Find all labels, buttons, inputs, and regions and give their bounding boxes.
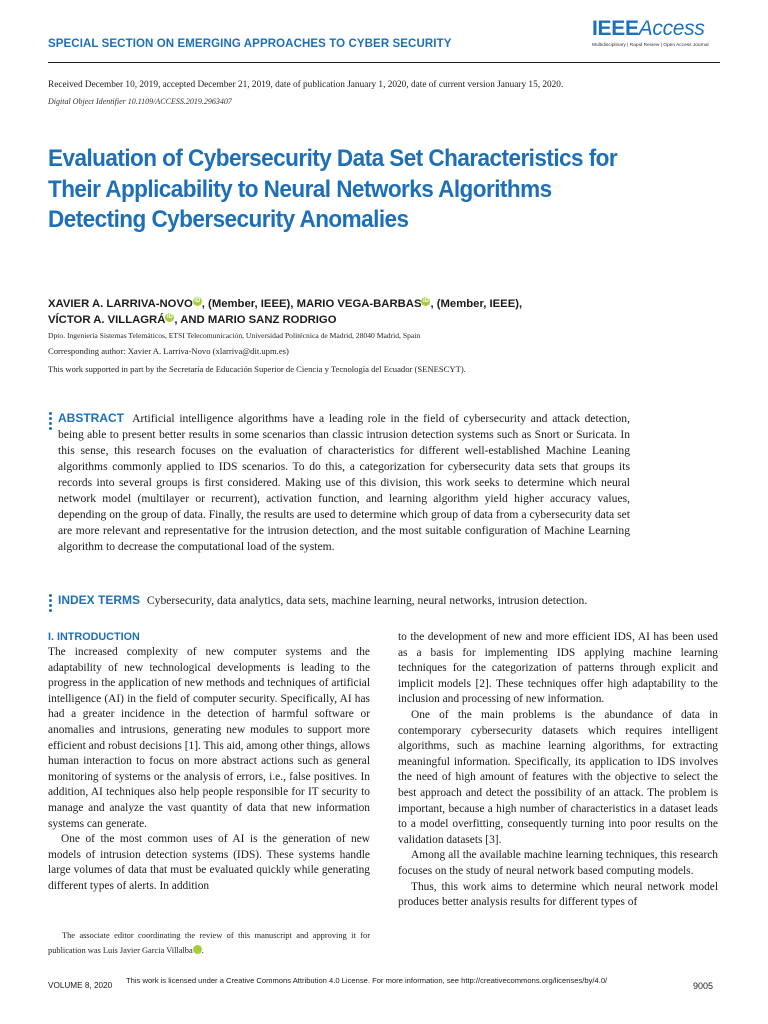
header-rule <box>48 62 720 63</box>
orcid-icon[interactable]: iD <box>422 298 429 305</box>
author-3: VÍCTOR A. VILLAGRÁ <box>48 314 166 326</box>
paper-title: Evaluation of Cybersecurity Data Set Characteristics for Their Applicability to Neural Networks Algorithms Detecting Cybersecurity Anomalies <box>48 145 618 233</box>
paragraph: Among all the available machine learning techniques, this research focuses on the study of neural network based computing models. <box>398 849 718 877</box>
volume-label: VOLUME 8, 2020 <box>48 981 113 990</box>
orcid-icon[interactable]: iD <box>166 314 173 321</box>
author-1-membership: , (Member, IEEE), <box>201 298 297 310</box>
paragraph: One of the most common uses of AI is the generation of new models of intrusion detection systems (IDS). These systems handle large volumes of data that must be evaluated quickly while generating different types of alerts. In addition <box>48 833 370 892</box>
brand-tagline: Multidisciplinary | Rapid Review | Open Access Journal <box>592 43 709 48</box>
license-note: This work is licensed under a Creative Commons Attribution 4.0 License. For more information, see http://creativecommons.org/licenses/by/4.0/ <box>126 976 608 985</box>
funding-note: This work supported in part by the Secretaría de Educación Superior de Ciencia y Tecnología del Ecuador (SENESCYT). <box>48 364 466 374</box>
paragraph: The increased complexity of new computer systems and the adaptability of new technological developments is leading to the progress in the application of new methods and techniques of artificial intelligence (AI) in the field of computer security. Specifically, AI has had a greater incidence in the detection of harmful software or anomalies and intrusions, generating new modules to support more efficient and robust decisions [1]. This aid, among other things, allows human interaction to focus on more abstract actions such as general monitoring of systems or the analysis of errors, i.e., false positives. In addition, AI techniques also help people responsible for IT security to manage and analyze the vast quantity of data that new information systems can generate. <box>48 646 370 830</box>
doi: Digital Object Identifier 10.1109/ACCESS.2019.2963407 <box>48 97 232 106</box>
corresponding-author: Corresponding author: Xavier A. Larriva-Novo (xlarriva@dit.upm.es) <box>48 346 289 356</box>
section-heading: I. INTRODUCTION <box>48 631 140 643</box>
journal-brand <box>592 18 722 48</box>
orcid-icon[interactable]: iD <box>194 298 201 305</box>
section-header: SPECIAL SECTION ON EMERGING APPROACHES TO CYBER SECURITY <box>48 38 452 50</box>
paragraph: to the development of new and more efficient IDS, AI has been used as a basis for implementing IDS applying machine learning techniques for the categorization of patterns through explicit and implicit models [2]. These techniques offer high adaptability to the inclusion and processing of new information. <box>398 631 718 706</box>
brand-italic: Access <box>638 17 705 40</box>
index-terms-text: Cybersecurity, data analytics, data sets, machine learning, neural networks, intrusion detection. <box>146 594 588 607</box>
abstract-marker-icon <box>49 412 53 432</box>
received-dates: Received December 10, 2019, accepted December 21, 2019, date of publication January 1, 2020, date of current version January 15, 2020. <box>48 80 564 90</box>
abstract-label: ABSTRACT <box>58 411 124 425</box>
page-number: 9005 <box>693 981 714 991</box>
author-1: XAVIER A. LARRIVA-NOVO <box>48 298 193 310</box>
column-right <box>398 630 718 911</box>
author-4: , AND MARIO SANZ RODRIGO <box>174 314 337 326</box>
paragraph: One of the main problems is the abundance of data in contemporary cybersecurity datasets which requires intelligent algorithms, such as machine learning algorithms, for extracting meaningful information. Specifically, its application to IDS involves the need of high amount of features with the objective to select the best approach and detect the possibility of an attack. The problem is important, because a high number of characteristics in a dataset leads to a model overfitting, consequently turning into poor results on the validation datasets [3]. <box>398 708 718 846</box>
abstract <box>58 410 630 555</box>
author-2-membership: , (Member, IEEE), <box>430 298 523 310</box>
paragraph: Thus, this work aims to determine which neural network model produces better analysis results for different types of <box>398 880 718 909</box>
editor-footnote: The associate editor coordinating the review of this manuscript and approving it for publication was Luis Javier Garcia Villalba iD. <box>48 931 370 956</box>
ieee-access-logo <box>592 18 722 40</box>
footnote-text: The associate editor coordinating the review of this manuscript and approving it for publication was Luis Javier Garcia Villalba <box>48 931 370 956</box>
orcid-icon[interactable]: iD <box>193 945 202 954</box>
affiliation: Dpto. Ingeniería Sistemas Telemáticos, ETSI Telecomunicación, Universidad Politécnica de Madrid, 28040 Madrid, Spain <box>48 331 421 340</box>
abstract-text: Artificial intelligence algorithms have a leading role in the field of cybersecurity and attack detection, being able to present better results in some scenarios than classic intrusion detection systems such as Snort or Suricata. In this sense, this research focuses on the evaluation of characteristics for different well-established Machine Leaning algorithms commonly applied to IDS scenarios. To do this, a categorization for cybersecurity data sets that groups its records into several groups is first considered. Making use of this division, this work seeks to determine which neural network model (multilayer or recurrent), activation function, and learning algorithm yield higher accuracy values, depending on the group of data. Finally, the results are used to determine which group of data from a cybersecurity data set are more relevant and representative for the intrusion detection, and the most suitable configuration of Machine Learning algorithm to decrease the computational load of the system. <box>58 412 630 553</box>
column-left <box>48 630 370 895</box>
index-terms-label: INDEX TERMS <box>58 593 141 607</box>
index-marker-icon <box>49 594 53 614</box>
brand-bold: IEEE <box>592 17 639 40</box>
author-2: MARIO VEGA-BARBAS <box>296 298 422 310</box>
author-list <box>48 296 688 328</box>
index-terms <box>58 592 630 609</box>
